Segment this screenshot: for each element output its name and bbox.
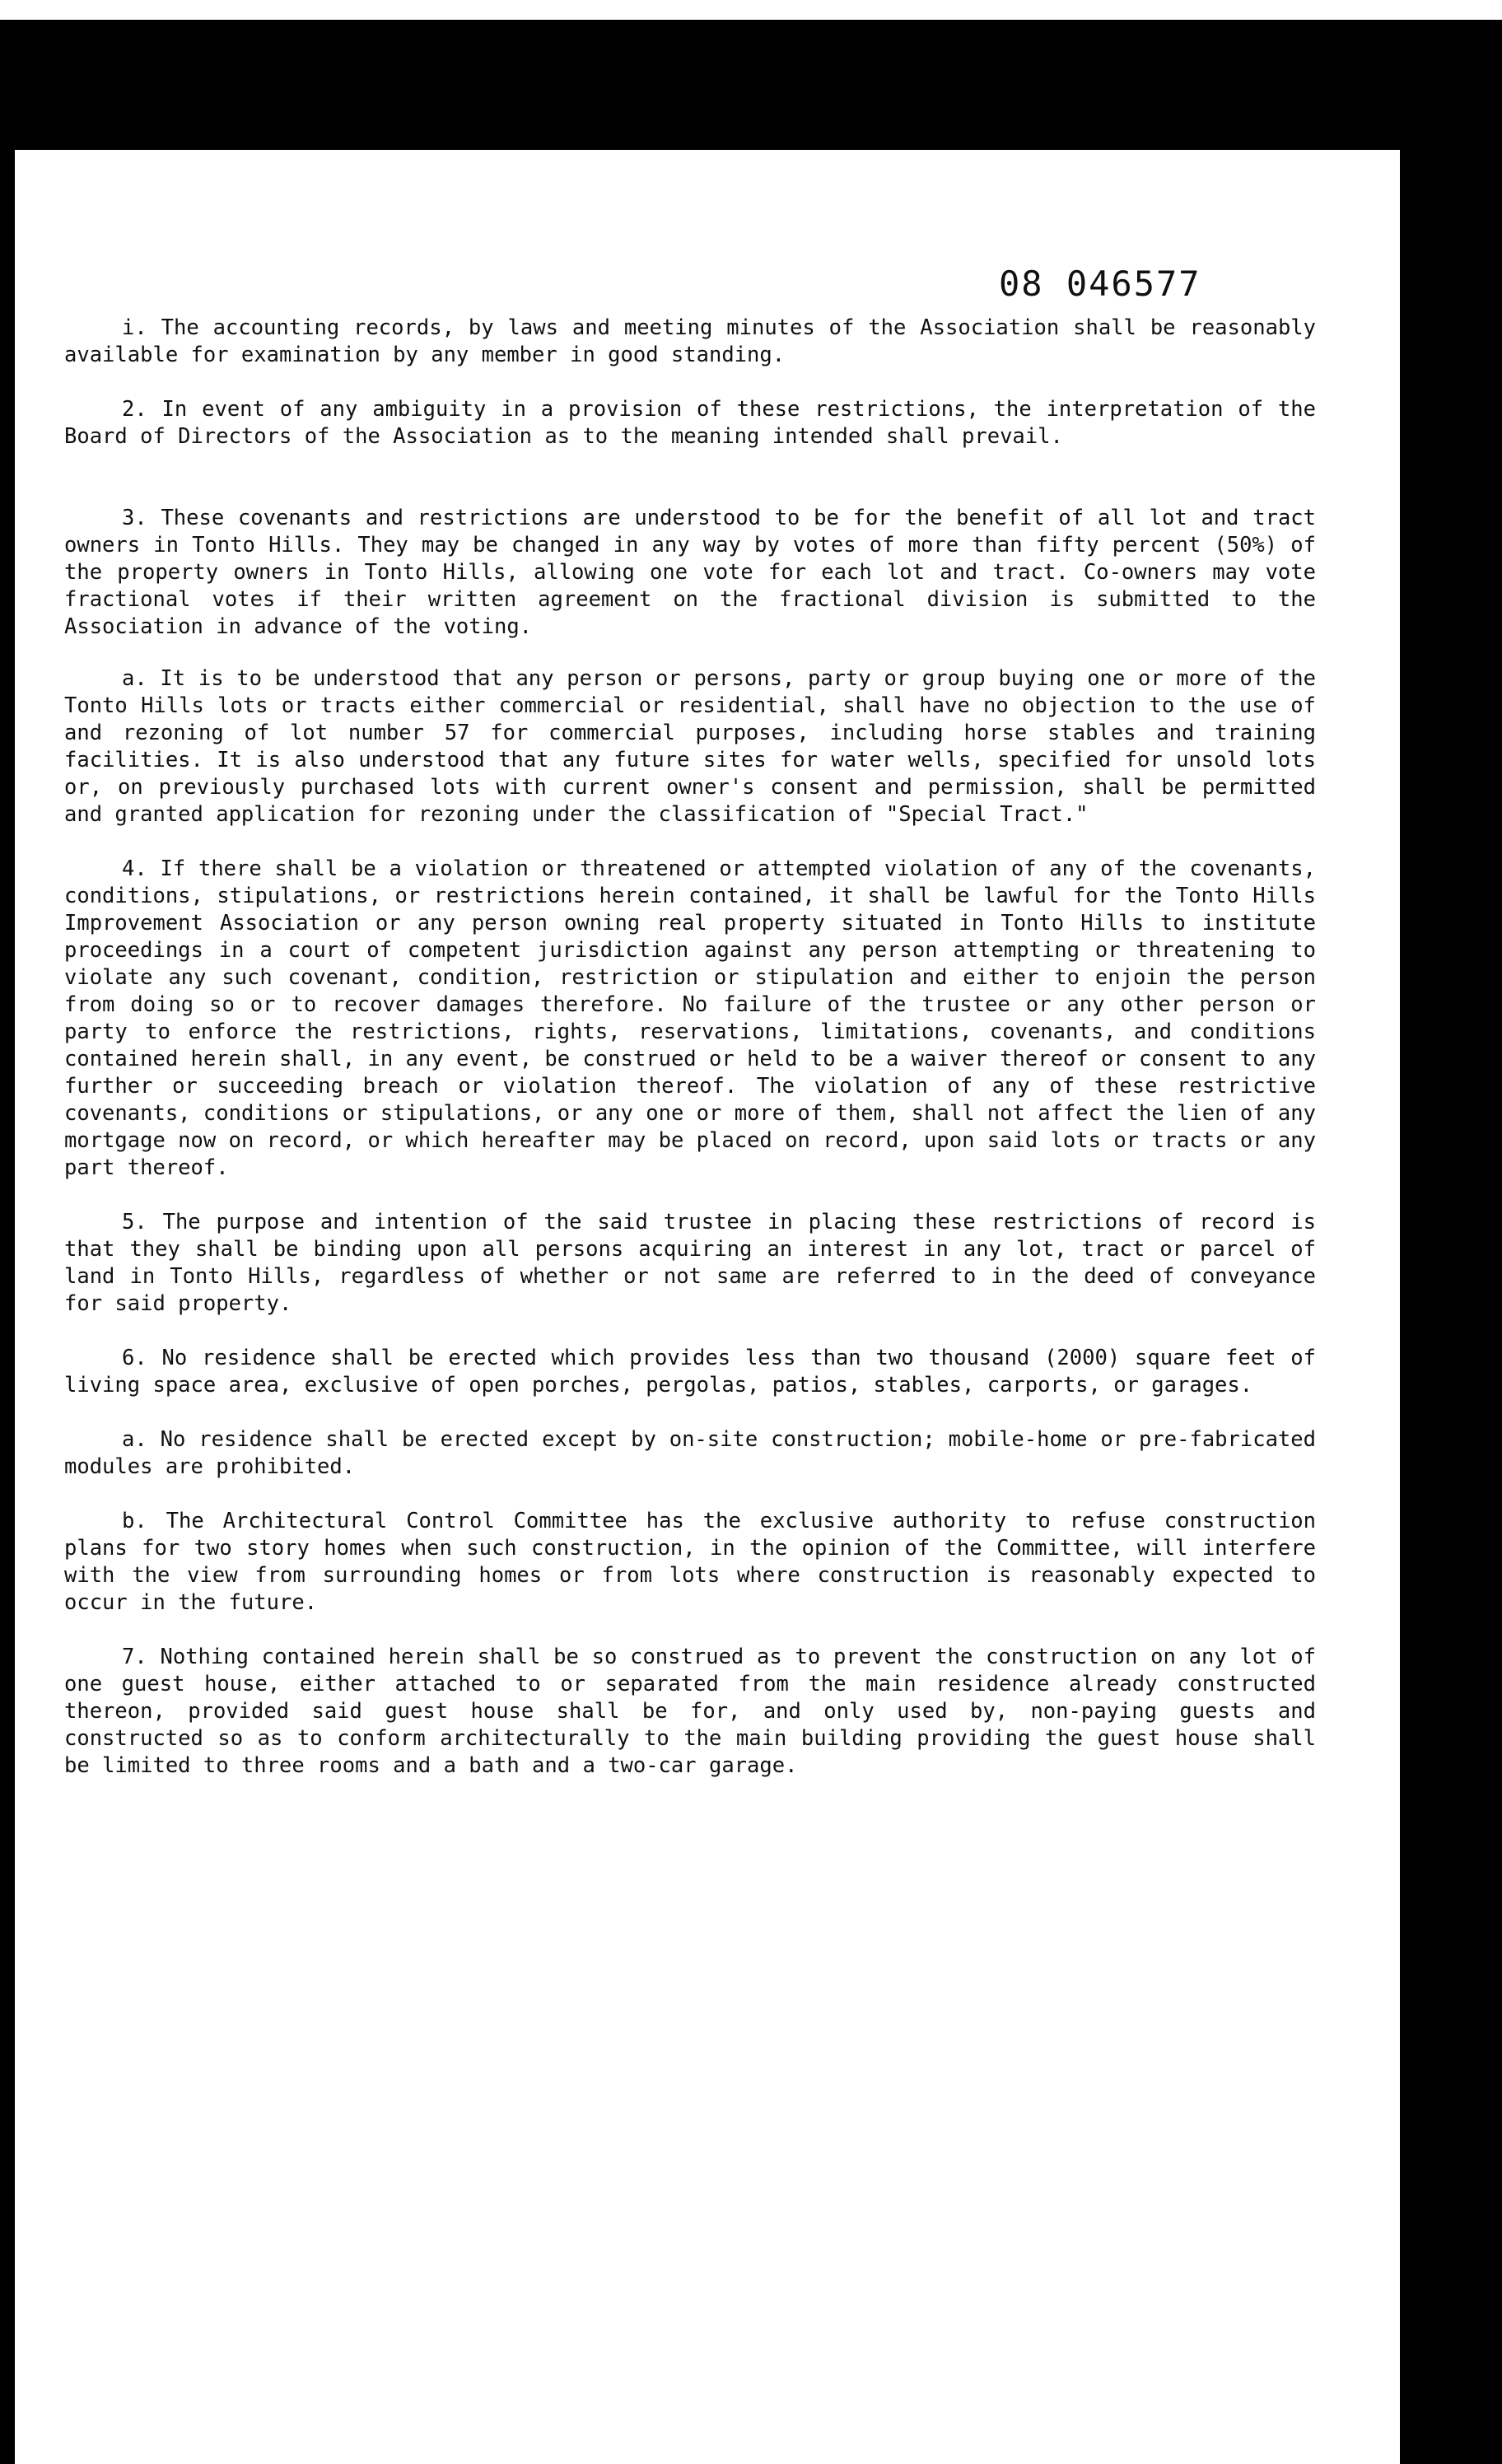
scan-edge-mark (0, 189, 10, 239)
paragraph-i: i. The accounting records, by laws and meeting minutes of the Association shall be reasonably available for examination by any member in good standing. (64, 315, 1316, 367)
document-page (15, 150, 1400, 2464)
paragraph-6: 6. No residence shall be erected which provides less than two thousand (2000) square feet of living space area, exclusive of open porches, pergolas, patios, stables, carports, or garages. (64, 1346, 1316, 1398)
paragraph-2: 2. In event of any ambiguity in a provision of these restrictions, the interpretation of the Board of Directors of the Association as to the meaning intended shall prevail. (64, 397, 1316, 449)
paragraph-3: 3. These covenants and restrictions are understood to be for the benefit of all lot and tract owners in Tonto Hills. They may be changed in any way by votes of more than fifty percent (50%) of the property owners in Tonto Hills, allowing one vote for each lot and tract. Co-owners may vote fractional votes if their written agreement on the fractional division is submitted to the Association in advance of the voting. (64, 506, 1316, 639)
paragraph-4: 4. If there shall be a violation or threatened or attempted violation of any of the covenants, conditions, stipulations, or restrictions herein contained, it shall be lawful for the Tonto Hills Improvement Association or any person owning real property situated in Tonto Hills to institute proceedings in a court of competent jurisdiction against any person attempting or threatening to violate any such covenant, condition, restriction or stipulation and either to enjoin the person from doing so or to recover damages therefore. No failure of the trustee or any other person or party to enforce the restrictions, rights, reservations, limitations, covenants, and conditions contained herein shall, in any event, be construed or held to be a waiver thereof or consent to any further or succeeding breach or violation thereof. The violation of any of these restrictive covenants, conditions or stipulations, or any one or more of them, shall not affect the lien of any mortgage now on record, or which hereafter may be placed on record, upon said lots or tracts or any part thereof. (64, 856, 1316, 1180)
scan-top-margin (0, 0, 1502, 20)
paragraph-6a: a. No residence shall be erected except by on-site construction; mobile-home or pre-fabricated modules are prohibited. (64, 1427, 1316, 1479)
scan-edge-mark (0, 2018, 10, 2464)
paragraph-7: 7. Nothing contained herein shall be so construed as to prevent the construction on any lot of one guest house, either attached to or separated from the main residence already constructed thereon, provided said guest house shall be for, and only used by, non-paying guests and constructed so as to conform architecturally to the main building providing the guest house shall be limited to three rooms and a bath and a two-car garage. (64, 1645, 1316, 1778)
paragraph-6b: b. The Architectural Control Committee has the exclusive authority to refuse construction plans for two story homes when such construction, in the opinion of the Committee, will interfere with the view from surrounding homes or from lots where construction is reasonably expected to occur in the future. (64, 1509, 1316, 1615)
document-number: 08 046577 (999, 264, 1201, 304)
paragraph-3a: a. It is to be understood that any person or persons, party or group buying one or more of the Tonto Hills lots or tracts either commercial or residential, shall have no objection to the use of and rezoning of lot number 57 for commercial purposes, including horse stables and training facilities. It is also understood that any future sites for water wells, specified for unsold lots or, on previously purchased lots with current owner's consent and permission, shall be permitted and granted application for rezoning under the classification of "Special Tract." (64, 666, 1316, 827)
document-body (64, 315, 1316, 1807)
paragraph-5: 5. The purpose and intention of the said trustee in placing these restrictions of record is that they shall be binding upon all persons acquiring an interest in any lot, tract or parcel of land in Tonto Hills, regardless of whether or not same are referred to in the deed of conveyance for said property. (64, 1210, 1316, 1316)
